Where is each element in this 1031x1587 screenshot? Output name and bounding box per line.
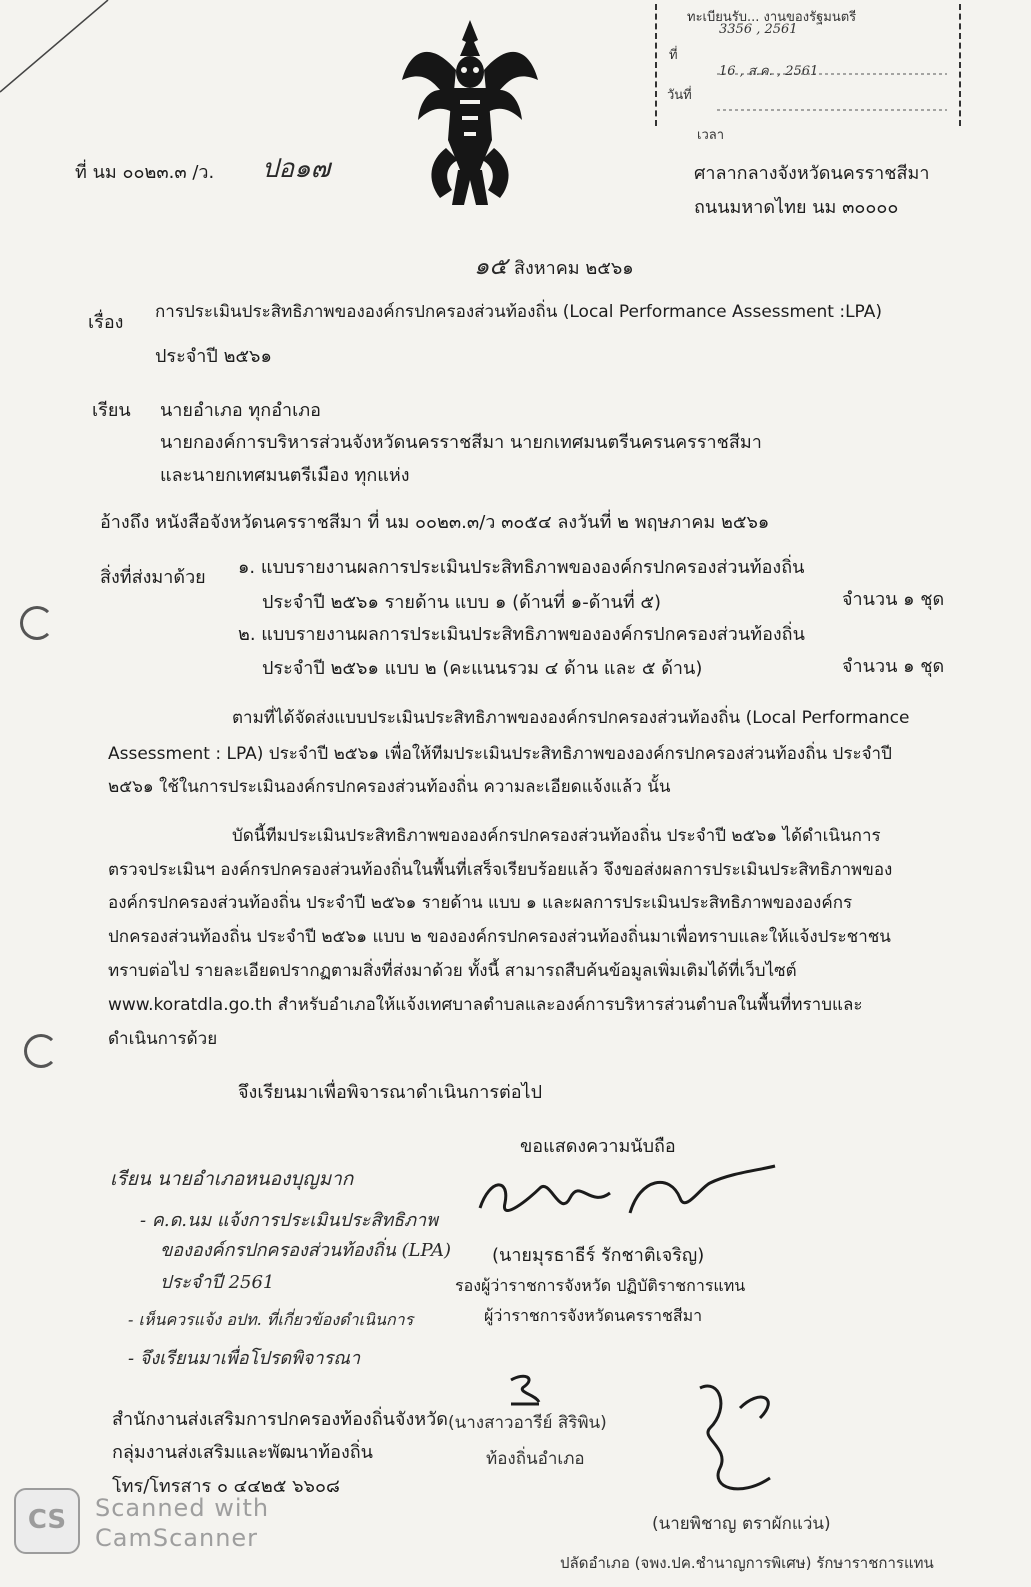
punch-hole-bottom [24, 1034, 58, 1068]
garuda-emblem-icon [400, 20, 540, 205]
sender-address-line2: ถนนมหาดไทย นม ๓๐๐๐๐ [694, 197, 899, 218]
punch-hole-top [20, 606, 54, 640]
stamp-header: ทะเบียนรับ... งานของรัฐมนตรี [687, 10, 857, 25]
subject-line1: การประเมินประสิทธิภาพขององค์กรปกครองส่วนท้องถิ่น (Local Performance Assessment :LPA) [155, 302, 882, 322]
paragraph1-line2: Assessment : LPA) ประจำปี ๒๕๖๑ เพื่อให้ทีมประเมินประสิทธิภาพขององค์กรปกครองส่วนท้องถิ่น ประจำปี [108, 744, 892, 764]
watermark-line1: Scanned with [95, 1494, 270, 1522]
clerk-name: (นางสาวอารีย์ สิริพิน) [448, 1413, 607, 1433]
note-to-handwritten: เรียน นายอำเภอหนองบุญมาก [110, 1168, 354, 1190]
enclosure2-line1: ๒. แบบรายงานผลการประเมินประสิทธิภาพขององค์กรปกครองส่วนท้องถิ่น [238, 624, 805, 645]
camscanner-logo-icon: CS [14, 1488, 80, 1554]
stamp-number-label: ที่ [669, 48, 678, 63]
signer-title1: รองผู้ว่าราชการจังหวัด ปฏิบัติราชการแทน [455, 1276, 746, 1295]
paragraph2-line5: ทราบต่อไป รายละเอียดปรากฏตามสิ่งที่ส่งมาด้วย ทั้งนี้ สามารถสืบค้นข้อมูลเพิ่มเติมได้ที่เว็บไซต์ [108, 961, 797, 981]
subject-line2: ประจำปี ๒๕๖๑ [155, 346, 272, 367]
clerk-initial-mark [505, 1372, 545, 1408]
paragraph2-line4: ปกครองส่วนท้องถิ่น ประจำปี ๒๕๖๑ แบบ ๒ ขององค์กรปกครองส่วนท้องถิ่นมาเพื่อทราบและให้แจ้งประชาชน [108, 927, 891, 947]
paragraph2-line3: องค์กรปกครองส่วนท้องถิ่น ประจำปี ๒๕๖๑ รายด้าน แบบ ๑ และผลการประเมินประสิทธิภาพขององค์กร [108, 893, 853, 913]
paragraph1-line3: ๒๕๖๑ ใช้ในการประเมินองค์กรปกครองส่วนท้องถิ่น ความละเอียดแจ้งแล้ว นั้น [108, 777, 671, 797]
note1-line2-handwritten: ขององค์กรปกครองส่วนท้องถิ่น (LPA) [160, 1240, 451, 1261]
ref-number-handwritten: ปอ๑๗ [262, 154, 331, 184]
deputy-name: (นายพิชาญ ตราผักแว่น) [652, 1514, 831, 1534]
paragraph2-line7: ดำเนินการด้วย [108, 1029, 218, 1049]
stamp-time-label: เวลา [697, 128, 725, 143]
regards-line: ขอแสดงความนับถือ [520, 1136, 676, 1157]
enclosure-label: สิ่งที่ส่งมาด้วย [100, 567, 206, 588]
sender-address-line1: ศาลากลางจังหวัดนครราชสีมา [694, 163, 930, 184]
to-line1: นายอำเภอ ทุกอำเภอ [160, 400, 321, 421]
paragraph2-line6: www.koratdla.go.th สำหรับอำเภอให้แจ้งเทศบาลตำบลและองค์การบริหารส่วนตำบลในพื้นที่ทราบและ [108, 995, 863, 1015]
note1-line1-handwritten: - ค.ด.นม แจ้งการประเมินประสิทธิภาพ [140, 1210, 439, 1231]
subject-label: เรื่อง [88, 312, 124, 333]
receiving-stamp [655, 4, 961, 143]
watermark-line2: CamScanner [95, 1524, 259, 1552]
paragraph2-line1: บัดนี้ทีมประเมินประสิทธิภาพขององค์กรปกครองส่วนท้องถิ่น ประจำปี ๒๕๖๑ ได้ดำเนินการ [232, 826, 881, 846]
office-line1: สำนักงานส่งเสริมการปกครองท้องถิ่นจังหวัด [112, 1409, 448, 1430]
enclosure1-qty: จำนวน ๑ ชุด [842, 589, 945, 610]
enclosure2-line2: ประจำปี ๒๕๖๑ แบบ ๒ (คะแนนรวม ๔ ด้าน และ ๕ ด้าน) [262, 658, 703, 679]
ref-number: ที่ นม ๐๐๒๓.๓ /ว. [75, 162, 215, 183]
stamp-date-label: วันที่ [667, 88, 692, 103]
note3-handwritten: - จึงเรียนมาเพื่อโปรดพิจารณา [128, 1348, 361, 1369]
signer-title2: ผู้ว่าราชการจังหวัดนครราชสีมา [484, 1306, 703, 1325]
enclosure1-line1: ๑. แบบรายงานผลการประเมินประสิทธิภาพขององค์กรปกครองส่วนท้องถิ่น [238, 557, 805, 578]
reference-line: อ้างถึง หนังสือจังหวัดนครราชสีมา ที่ นม ๐๐๒๓.๓/ว ๓๐๕๔ ลงวันที่ ๒ พฤษภาคม ๒๕๖๑ [100, 512, 770, 533]
deputy-signature-mark [680, 1368, 800, 1508]
to-label: เรียน [92, 400, 131, 421]
stamp-number: 3356 , 2561 [719, 22, 798, 37]
deputy-title: ปลัดอำเภอ (จพง.ปค.ชำนาญการพิเศษ) รักษาราชการแทน [560, 1554, 934, 1572]
enclosure2-qty: จำนวน ๑ ชุด [842, 656, 945, 677]
to-line3: และนายกเทศมนตรีเมือง ทุกแห่ง [160, 465, 410, 486]
closing-line: จึงเรียนมาเพื่อพิจารณาดำเนินการต่อไป [238, 1082, 543, 1103]
signer-name: (นายมุรธาธีร์ รักชาติเจริญ) [492, 1245, 705, 1266]
stamp-date: 16 , ส.ค. , 2561 [719, 64, 819, 79]
paragraph2-line2: ตรวจประเมินฯ องค์กรปกครองส่วนท้องถิ่นในพื้นที่เสร็จเรียบร้อยแล้ว จึงขอส่งผลการประเมินประสิทธิภาพของ [108, 860, 893, 880]
stamp-lines [717, 66, 957, 136]
office-phone: โทร/โทรสาร ๐ ๔๔๒๕ ๖๖๐๘ [112, 1476, 340, 1497]
office-line2: กลุ่มงานส่งเสริมและพัฒนาท้องถิ่น [112, 1442, 373, 1463]
corner-fold-line [0, 0, 120, 110]
note2-handwritten: - เห็นควรแจ้ง อปท. ที่เกี่ยวข้องดำเนินการ [128, 1310, 414, 1329]
to-line2: นายกองค์การบริหารส่วนจังหวัดนครราชสีมา นายกเทศมนตรีนครนครราชสีมา [160, 432, 762, 453]
enclosure1-line2: ประจำปี ๒๕๖๑ รายด้าน แบบ ๑ (ด้านที่ ๑-ด้านที่ ๕) [262, 592, 662, 613]
paragraph1-line1: ตามที่ได้จัดส่งแบบประเมินประสิทธิภาพขององค์กรปกครองส่วนท้องถิ่น (Local Performance [232, 708, 910, 728]
date-day-handwritten: ๑๕ [474, 252, 508, 280]
signature-mark [470, 1158, 780, 1238]
clerk-title: ท้องถิ่นอำเภอ [486, 1449, 585, 1469]
letter-date: สิงหาคม ๒๕๖๑ [514, 258, 634, 279]
note1-line3-handwritten: ประจำปี 2561 [160, 1272, 275, 1293]
